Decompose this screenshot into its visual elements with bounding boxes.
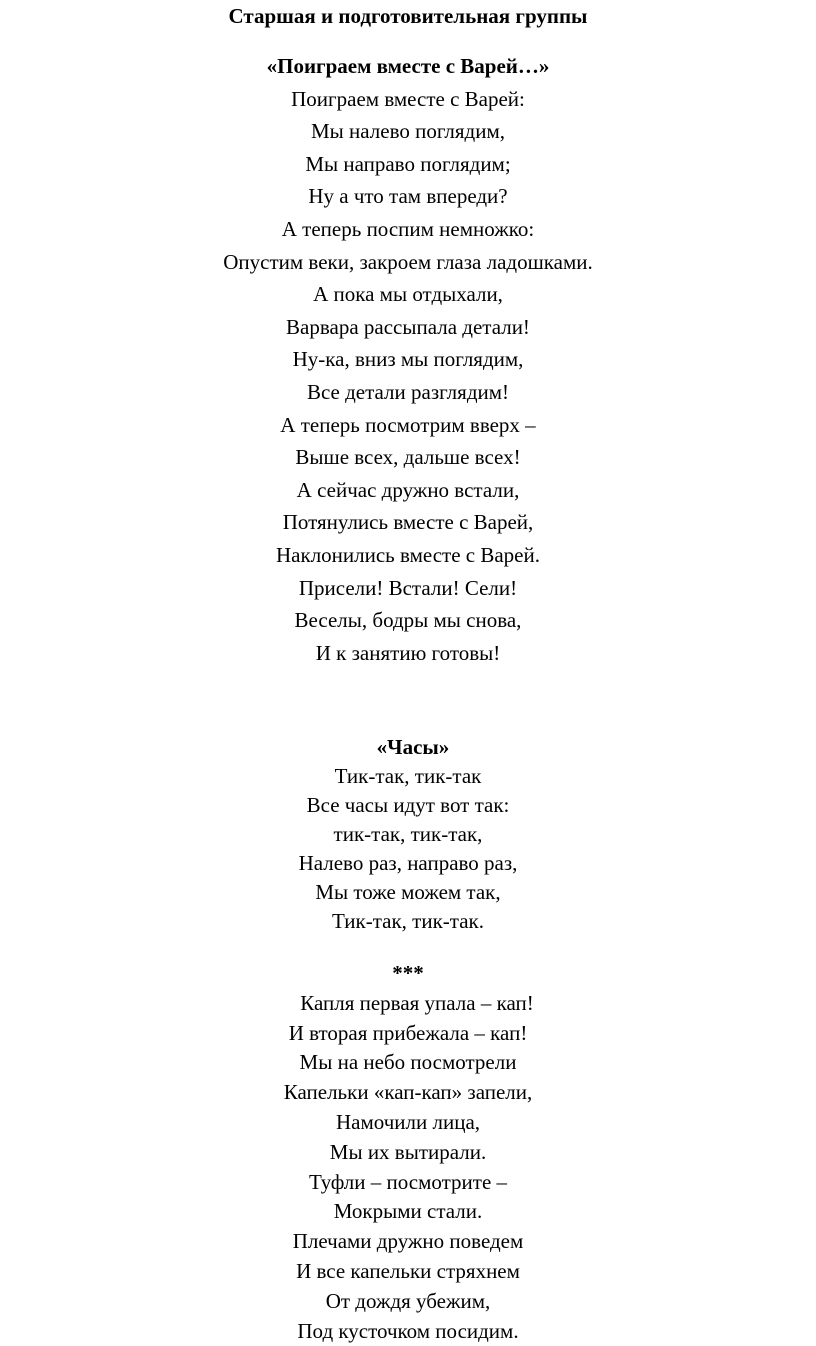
poem-line: Мы на небо посмотрели [299, 1050, 517, 1075]
poem-line: Ну а что там впереди? [308, 184, 508, 209]
poem-play-with-varya [0, 50, 816, 669]
poem-line: Мы их вытирали. [329, 1139, 487, 1164]
poem-title: «Поиграем вместе с Варей…» [266, 54, 550, 78]
poem-line: Потянулись вместе с Варей, [282, 510, 534, 535]
poem-line: А теперь поспим немножко: [281, 216, 535, 241]
poem-clock [0, 733, 816, 936]
poem-line: Мы налево поглядим, [311, 119, 505, 144]
poem-line: Выше всех, дальше всех! [295, 445, 521, 470]
section-separator: *** [392, 961, 424, 985]
poem-line: Все детали разглядим! [306, 379, 510, 404]
poem-line: И все капельки стряхнем [296, 1258, 520, 1283]
poem-line: Плечами дружно поведем [292, 1229, 524, 1254]
poem-line: Ну-ка, вниз мы поглядим, [292, 347, 524, 372]
poem-line: И вторая прибежала – кап! [288, 1020, 528, 1045]
poem-line: Веселы, бодры мы снова, [294, 608, 522, 633]
poem-line: Варвара рассыпала детали! [286, 314, 530, 339]
poem-line: И к занятию готовы! [315, 640, 501, 665]
poem-line: Туфли – посмотрите – [308, 1169, 508, 1194]
poem-title: «Часы» [376, 735, 450, 759]
poem-line: А пока мы отдыхали, [313, 282, 503, 307]
poem-line: тик-так, тик-так, [333, 822, 483, 846]
poem-line: Тик-так, тик-так. [331, 909, 484, 933]
poem-line: Мокрыми стали. [333, 1199, 483, 1224]
poem-line: А сейчас дружно встали, [296, 477, 520, 502]
poem-line: Под кусточком посидим. [297, 1318, 519, 1343]
poem-line: А теперь посмотрим вверх – [280, 412, 536, 437]
poem-line: От дождя убежим, [325, 1288, 491, 1313]
poem-line: Наклонились вместе с Варей. [276, 542, 540, 567]
poem-line: Тик-так, тик-так [334, 764, 482, 788]
poem-line: Капля первая упала – кап! [300, 990, 534, 1015]
poem-line: Мы направо поглядим; [305, 151, 511, 176]
poem-line: Все часы идут вот так: [306, 793, 510, 817]
poem-drops [0, 959, 816, 1346]
poem-line: Налево раз, направо раз, [298, 851, 518, 875]
poem-line: Намочили лица, [335, 1109, 481, 1134]
poem-line: Поиграем вместе с Варей: [291, 86, 525, 111]
poem-line: Опустим веки, закроем глаза ладошками. [223, 249, 593, 274]
poem-line: Мы тоже можем так, [315, 880, 501, 904]
poem-line: Присели! Встали! Сели! [298, 575, 518, 600]
document-heading: Старшая и подготовительная группы [228, 4, 588, 28]
poem-line: Капельки «кап-кап» запели, [283, 1080, 533, 1105]
